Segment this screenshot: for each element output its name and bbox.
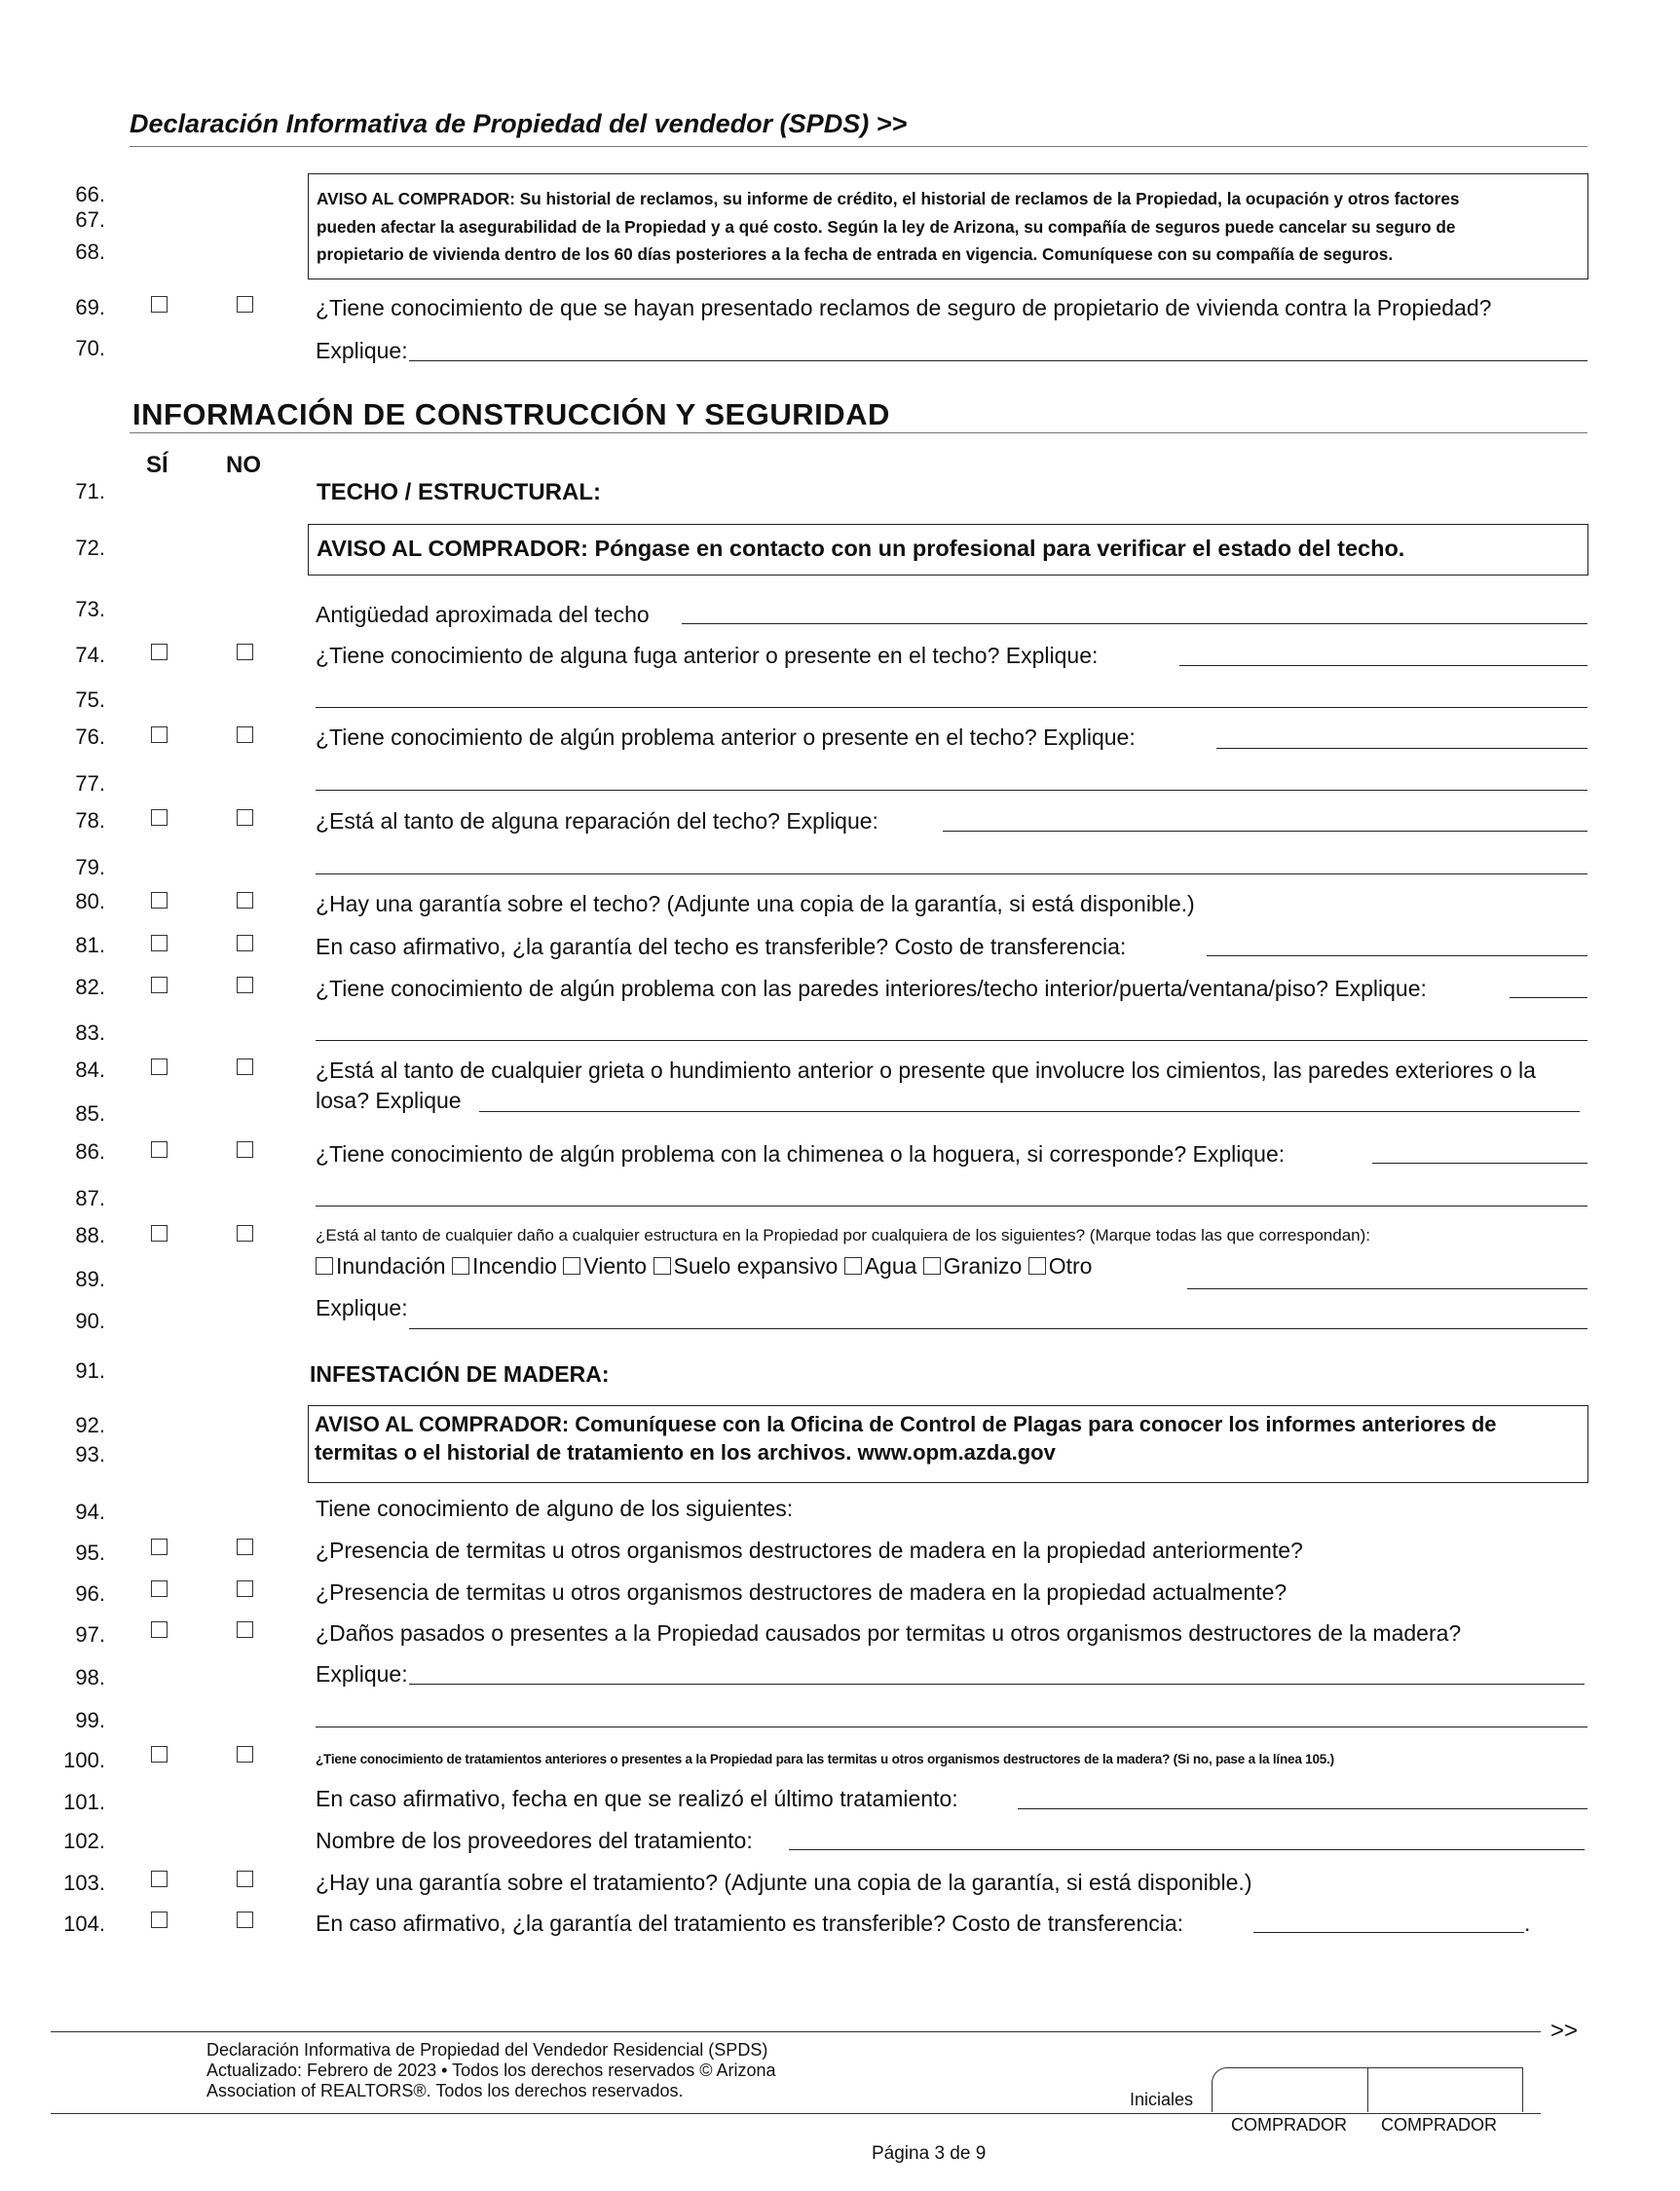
explain-field[interactable] [409,1328,1587,1329]
line-number: 70. [75,336,105,360]
question-text: ¿Hay una garantía sobre el techo? (Adjunte una copia de la garantía, si está disponible.) [316,891,1195,916]
yes-checkbox[interactable] [151,1746,168,1763]
line-number: 96. [75,1581,105,1606]
yes-checkbox[interactable] [151,1912,168,1928]
line-number: 73. [75,597,105,621]
flood-checkbox[interactable] [316,1257,333,1275]
line-number: 71. [75,479,105,503]
yes-checkbox[interactable] [151,644,168,660]
line-number: 103. [63,1871,105,1895]
question-text: ¿Presencia de termitas u otros organismos destructores de madera en la propiedad actualmente? [316,1579,1288,1605]
period: . [1524,1911,1531,1936]
line-number: 79. [75,855,105,879]
provider-name-field[interactable] [789,1849,1585,1850]
question-text: ¿Tiene conocimiento de algún problema con las paredes interiores/techo interior/puerta/ventana/piso? Explique: [316,976,1427,1001]
damage-options [316,1255,1092,1278]
line-number: 75. [75,687,105,712]
footer-line: Association of REALTORS®. Todos los derechos reservados. [206,2081,684,2100]
no-checkbox[interactable] [237,809,253,826]
fire-checkbox[interactable] [452,1257,469,1275]
question-text: ¿Está al tanto de cualquier daño a cualquier estructura en la Propiedad por cualquiera de los siguientes? (Marque todas las que correspondan): [316,1226,1371,1244]
no-checkbox[interactable] [237,1621,253,1638]
question-text: ¿Está al tanto de alguna reparación del techo? Explique: [316,808,878,834]
line-number: 102. [63,1829,105,1853]
line-number: 100. [63,1748,105,1772]
yes-checkbox[interactable] [151,1621,168,1638]
line-number: 101. [63,1790,105,1814]
damage-option-label: Otro [1048,1253,1093,1279]
expansive-soil-checkbox[interactable] [653,1257,671,1275]
wind-checkbox[interactable] [563,1257,580,1275]
question-text: Tiene conocimiento de alguno de los siguientes: [316,1496,794,1521]
line-number: 69. [75,295,105,319]
no-checkbox[interactable] [237,892,253,909]
question-text: ¿Tiene conocimiento de algún problema con la chimenea o la hoguera, si corresponde? Explique: [316,1141,1286,1167]
yes-checkbox[interactable] [151,977,168,993]
damage-option-label: Inundación [336,1253,446,1279]
transfer-cost-field[interactable] [1207,955,1587,956]
explain-label: Explique: [316,1661,408,1687]
yes-checkbox[interactable] [151,726,168,743]
insurance-notice-box [308,173,1588,279]
line-number: 91. [75,1358,105,1383]
yes-checkbox[interactable] [151,892,168,909]
line-number: 66. [75,182,105,206]
no-checkbox[interactable] [237,1539,253,1555]
explain-field[interactable] [409,360,1587,361]
explain-field[interactable] [409,1684,1585,1685]
no-checkbox[interactable] [237,1746,253,1763]
yes-checkbox[interactable] [151,1141,168,1158]
question-text: ¿Tiene conocimiento de alguna fuga anterior o presente en el techo? Explique: [316,643,1099,668]
question-text: Nombre de los proveedores del tratamiento: [316,1828,753,1853]
roof-age-field[interactable] [682,623,1587,624]
explain-label: Explique: [316,338,408,363]
explain-field[interactable] [1216,748,1587,749]
explain-field[interactable] [316,1206,1587,1207]
damage-option-label: Suelo expansivo [673,1253,839,1279]
question-text: En caso afirmativo, ¿la garantía del tratamiento es transferible? Costo de transferencia: [316,1911,1184,1936]
line-number: 95. [75,1541,105,1565]
explain-field[interactable] [316,707,1587,708]
no-column-header: NO [226,452,261,478]
section-title: INFORMACIÓN DE CONSTRUCCIÓN Y SEGURIDAD [132,397,890,431]
insurance-notice-line: propietario de vivienda dentro de los 60 días posteriores a la fecha de entrada en vigencia. Comuníquese con su compañía de seguros. [317,244,1394,264]
damage-option-label: Incendio [471,1253,557,1279]
line-number: 74. [75,643,105,667]
question-text: En caso afirmativo, fecha en que se realizó el último tratamiento: [316,1786,958,1811]
no-checkbox[interactable] [237,977,253,993]
question-text: losa? Explique [316,1088,462,1113]
question-text: ¿Tiene conocimiento de tratamientos anteriores o presentes a la Propiedad para las termitas u otros organismos destructores de la madera? (Si no, pase a la línea 105.) [316,1752,1334,1766]
footer-bottom-divider [51,2113,1541,2114]
line-number: 94. [75,1500,105,1524]
line-number: 80. [75,889,105,913]
line-number: 82. [75,975,105,999]
next-page-arrow: >> [1550,2018,1579,2044]
transfer-cost-field[interactable] [1253,1932,1524,1933]
line-number: 98. [75,1665,105,1690]
explain-field[interactable] [1372,1163,1587,1164]
line-number: 85. [75,1101,105,1126]
line-number: 93. [75,1442,105,1467]
wood-notice-line: termitas o el historial de tratamiento en los archivos. www.opm.azda.gov [315,1440,1056,1465]
page-number: Página 3 de 9 [872,2143,987,2164]
damage-option-label: Agua [864,1253,917,1279]
line-number: 86. [75,1139,105,1164]
explain-field[interactable] [1179,665,1587,666]
no-checkbox[interactable] [237,1580,253,1597]
line-number: 104. [63,1912,105,1936]
question-text: ¿Daños pasados o presentes a la Propiedad causados por termitas u otros organismos destructores de la madera? [316,1620,1462,1646]
yes-checkbox[interactable] [151,1225,168,1242]
yes-checkbox[interactable] [151,1539,168,1555]
no-checkbox[interactable] [237,644,253,660]
line-number: 77. [75,771,105,796]
yes-checkbox[interactable] [151,1058,168,1075]
question-text: ¿Tiene conocimiento de que se hayan presentado reclamos de seguro de propietario de vivienda contra la Propiedad? [316,295,1492,320]
buyer-label: COMPRADOR [1231,2115,1348,2135]
buyer-initials-box-1[interactable] [1212,2067,1368,2112]
explain-field[interactable] [943,831,1587,832]
line-number: 92. [75,1413,105,1437]
roof-heading: TECHO / ESTRUCTURAL: [317,479,601,505]
question-text: ¿Hay una garantía sobre el tratamiento? (Adjunte una copia de la garantía, si está disponible.) [316,1870,1252,1895]
line-number: 81. [75,933,105,957]
line-number: 83. [75,1021,105,1045]
line-number: 84. [75,1058,105,1082]
damage-option-label: Viento [583,1253,648,1279]
water-checkbox[interactable] [844,1257,862,1275]
header-divider [130,146,1587,147]
yes-column-header: SÍ [146,452,168,478]
line-number: 67. [75,207,105,232]
damage-option-label: Granizo [943,1253,1023,1279]
explain-field[interactable] [1510,997,1587,998]
roof-notice-box [308,524,1588,576]
line-number: 87. [75,1186,105,1210]
insurance-notice-line: AVISO AL COMPRADOR: Su historial de reclamos, su informe de crédito, el historial de reclamos de la Propiedad, la ocupación y otros factores [317,189,1460,208]
line-number: 68. [75,240,105,264]
yes-checkbox[interactable] [151,1580,168,1597]
wood-notice-line: AVISO AL COMPRADOR: Comuníquese con la Oficina de Control de Plagas para conocer los informes anteriores de [315,1412,1497,1436]
explain-field[interactable] [316,873,1587,874]
explain-field[interactable] [316,790,1587,791]
no-checkbox[interactable] [237,296,253,313]
footer-line: Declaración Informativa de Propiedad del Vendedor Residencial (SPDS) [206,2040,768,2060]
roof-notice-text: AVISO AL COMPRADOR: Póngase en contacto con un profesional para verificar el estado del techo. [317,536,1405,561]
no-checkbox[interactable] [237,935,253,951]
yes-checkbox[interactable] [151,1871,168,1887]
no-checkbox[interactable] [237,726,253,743]
hail-checkbox[interactable] [923,1257,941,1275]
yes-checkbox[interactable] [151,935,168,951]
other-specify-field[interactable] [1187,1288,1587,1289]
no-checkbox[interactable] [237,1058,253,1075]
buyer-initials-box-2[interactable] [1367,2067,1523,2112]
insurance-notice-line: pueden afectar la asegurabilidad de la Propiedad y a qué costo. Según la ley de Arizona, su compañía de seguros puede cancelar su seguro de [317,217,1456,237]
yes-checkbox[interactable] [151,809,168,826]
question-text: ¿Tiene conocimiento de algún problema anterior o presente en el techo? Explique: [316,724,1136,750]
no-checkbox[interactable] [237,1871,253,1887]
no-checkbox[interactable] [237,1912,253,1928]
yes-checkbox[interactable] [151,296,168,313]
no-checkbox[interactable] [237,1225,253,1242]
question-text: En caso afirmativo, ¿la garantía del techo es transferible? Costo de transferencia: [316,934,1127,959]
wood-notice-box [308,1405,1588,1483]
footer-divider [51,2031,1541,2032]
explain-label: Explique: [316,1295,408,1320]
no-checkbox[interactable] [237,1141,253,1158]
question-text: Antigüedad aproximada del techo [316,602,650,627]
line-number: 97. [75,1622,105,1647]
line-number: 72. [75,536,105,560]
treatment-date-field[interactable] [1018,1808,1587,1809]
line-number: 78. [75,808,105,833]
explain-field[interactable] [479,1111,1580,1112]
wood-heading: INFESTACIÓN DE MADERA: [310,1361,610,1387]
line-number: 89. [75,1267,105,1291]
line-number: 99. [75,1708,105,1732]
explain-field[interactable] [316,1040,1587,1041]
initials-label: Iniciales [1130,2090,1194,2109]
buyer-label: COMPRADOR [1381,2115,1498,2135]
line-number: 76. [75,724,105,749]
question-text: ¿Está al tanto de cualquier grieta o hundimiento anterior o presente que involucre los cimientos, las paredes exteriores o la [316,1058,1536,1083]
question-text: ¿Presencia de termitas u otros organismos destructores de madera en la propiedad anteriormente? [316,1538,1303,1563]
line-number: 88. [75,1223,105,1247]
line-number: 90. [75,1309,105,1333]
section-divider [130,432,1587,433]
footer-line: Actualizado: Febrero de 2023 • Todos los derechos reservados © Arizona [206,2061,776,2080]
page-header-title: Declaración Informativa de Propiedad del vendedor (SPDS) >> [130,109,908,138]
other-checkbox[interactable] [1028,1257,1046,1275]
